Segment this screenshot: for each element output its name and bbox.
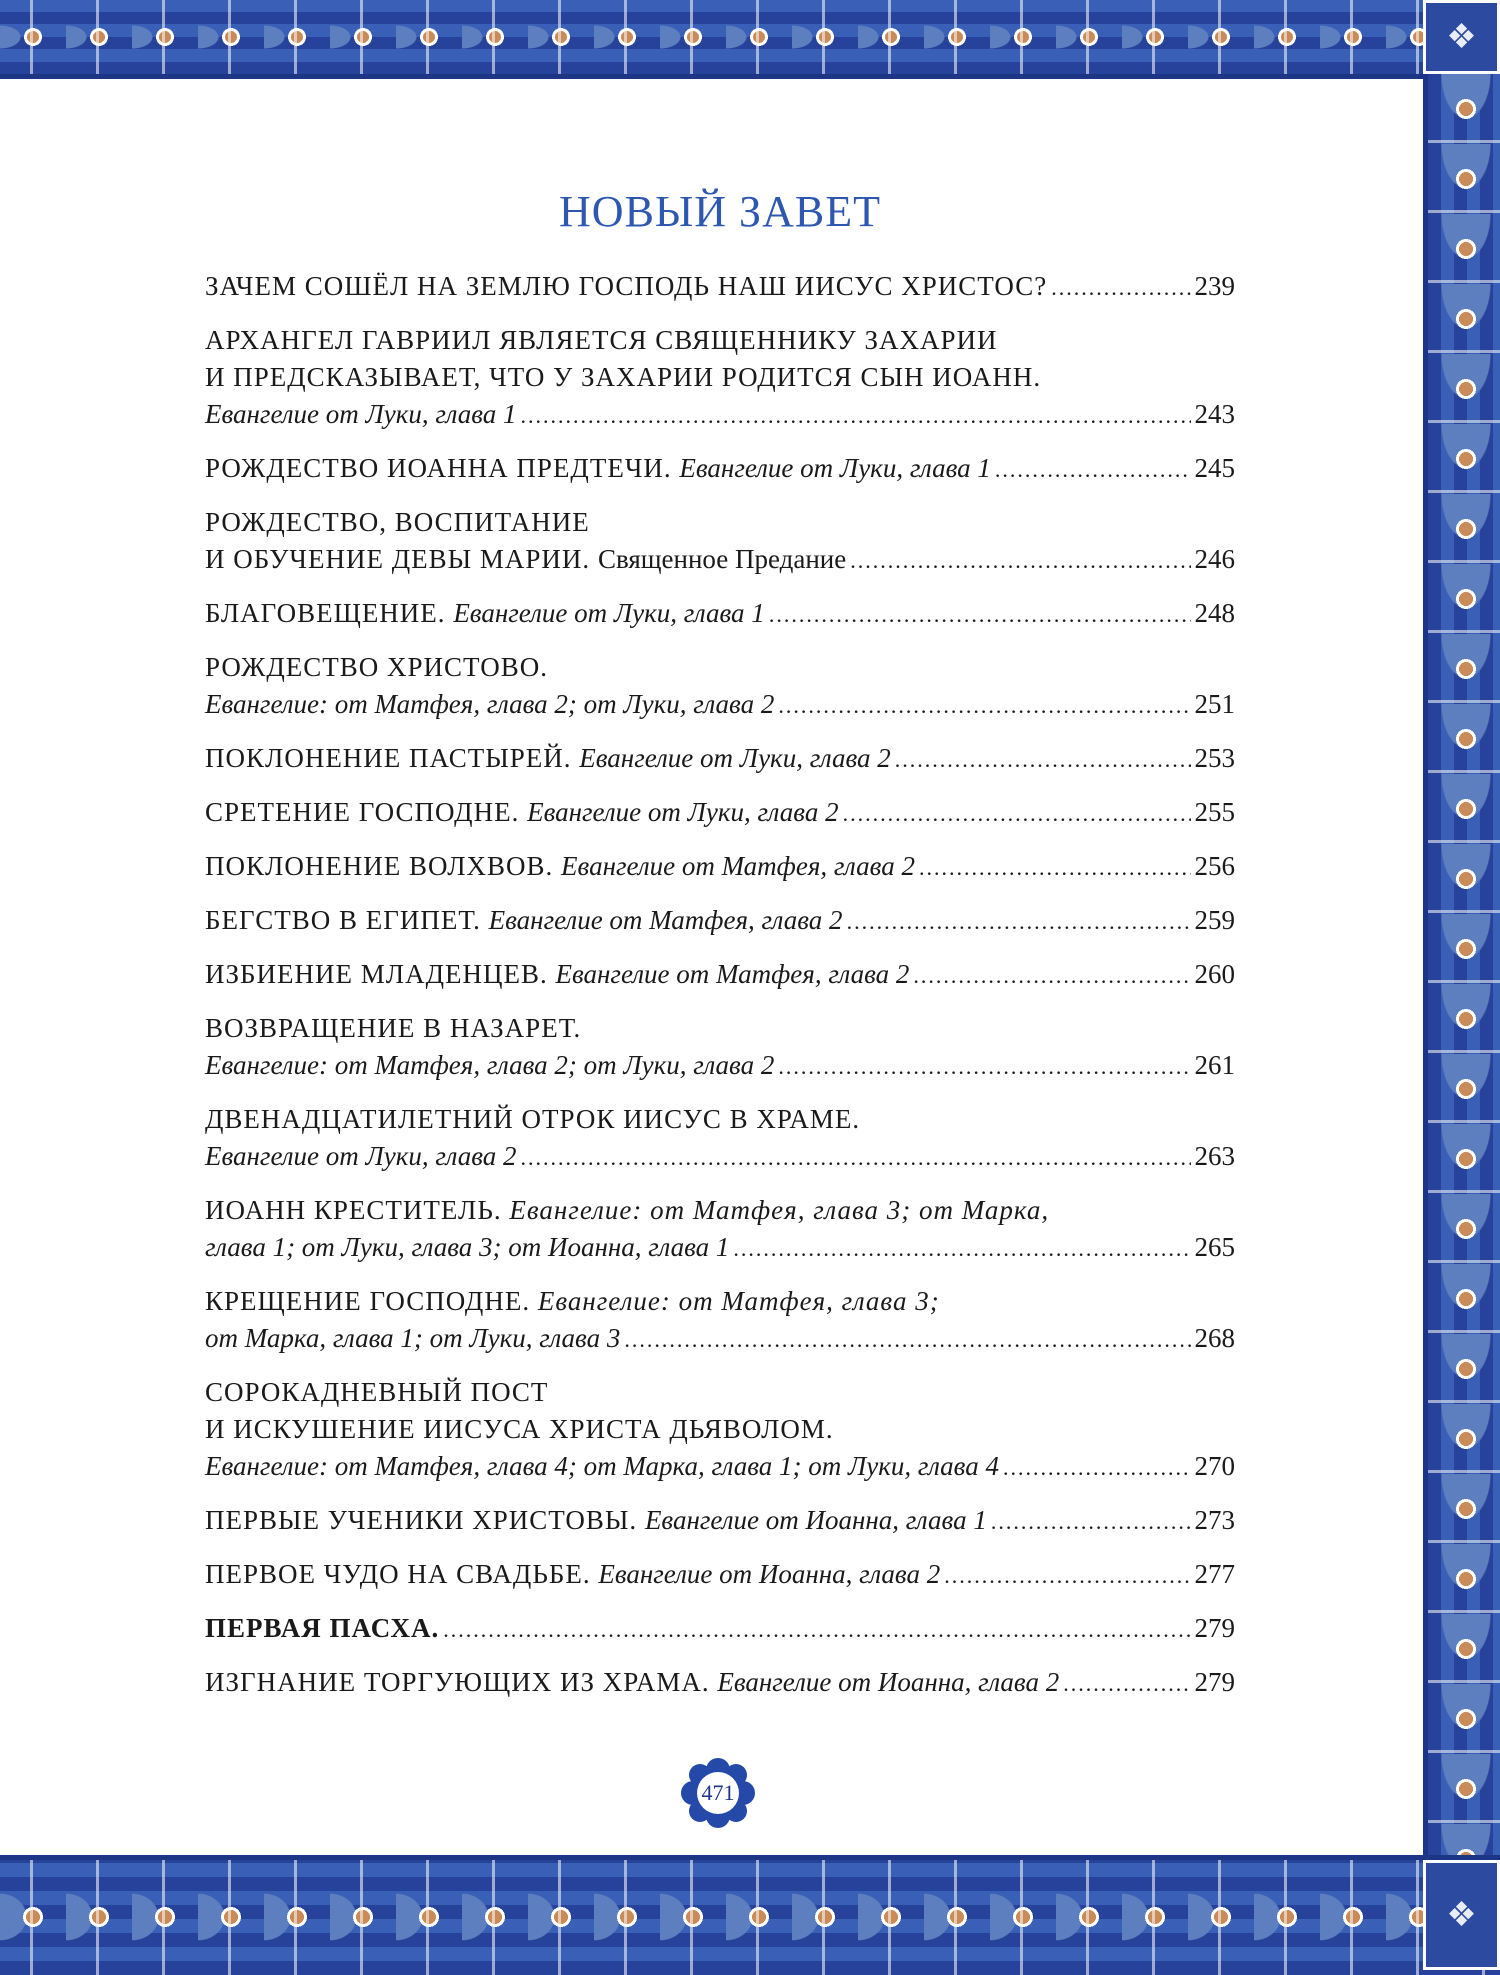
toc-entry[interactable] bbox=[205, 595, 1235, 633]
entry-last-line bbox=[205, 1610, 1235, 1648]
entry-title: КРЕЩЕНИЕ ГОСПОДНЕ. bbox=[205, 1286, 538, 1316]
leader-dots bbox=[624, 1321, 1190, 1358]
entry-text bbox=[205, 450, 991, 487]
entry-title-line: И ПРЕДСКАЗЫВАЕТ, ЧТО У ЗАХАРИИ РОДИТСЯ СЫН ИОАНН. bbox=[205, 362, 1042, 392]
entry-title-line: И ИСКУШЕНИЕ ИИСУСА ХРИСТА ДЬЯВОЛОМ. bbox=[205, 1414, 834, 1444]
entry-last-line bbox=[205, 450, 1235, 488]
entry-source: Евангелие: от Матфея, глава 2; от Луки, глава 2 bbox=[205, 689, 775, 719]
entry-text bbox=[205, 794, 839, 831]
entry-page-number: 270 bbox=[1194, 1451, 1235, 1481]
entry-page-number: 255 bbox=[1194, 797, 1235, 827]
entry-page-number: 260 bbox=[1194, 959, 1235, 989]
entry-last-line bbox=[205, 902, 1235, 940]
entry-page-number: 251 bbox=[1194, 689, 1235, 719]
toc-entry[interactable] bbox=[205, 848, 1235, 886]
leader-dots bbox=[1003, 1449, 1191, 1486]
entry-source: Евангелие от Иоанна, глава 2 bbox=[598, 1559, 941, 1589]
toc-entry[interactable] bbox=[205, 322, 1235, 434]
entry-last-line bbox=[205, 268, 1235, 306]
entry-last-line bbox=[205, 740, 1235, 778]
entry-title: БЕГСТВО В ЕГИПЕТ. bbox=[205, 905, 489, 935]
entry-text bbox=[205, 848, 915, 885]
entry-source: Священное Предание bbox=[597, 544, 847, 574]
entry-title: ПЕРВАЯ ПАСХА. bbox=[205, 1613, 440, 1643]
leader-dots bbox=[1063, 1665, 1190, 1702]
entry-source: Евангелие от Луки, глава 2 bbox=[205, 1141, 517, 1171]
leader-dots bbox=[778, 687, 1190, 724]
leader-dots bbox=[944, 1557, 1190, 1594]
page-number: 471 bbox=[701, 1780, 735, 1805]
toc-entry[interactable] bbox=[205, 504, 1235, 579]
entry-source: от Марка, глава 1; от Луки, глава 3 bbox=[205, 1323, 621, 1353]
entry-text bbox=[205, 1556, 940, 1593]
entry-last-line bbox=[205, 1664, 1235, 1702]
entry-page-number: 261 bbox=[1194, 1050, 1235, 1080]
entry-title-line: ВОЗВРАЩЕНИЕ В НАЗАРЕТ. bbox=[205, 1013, 582, 1043]
entry-last-line bbox=[205, 1320, 1235, 1358]
leader-dots bbox=[995, 451, 1191, 488]
entry-page-number: 268 bbox=[1194, 1323, 1235, 1353]
entry-title-line: РОЖДЕСТВО, ВОСПИТАНИЕ bbox=[205, 507, 590, 537]
entry-last-line bbox=[205, 541, 1235, 579]
entry-text bbox=[205, 1448, 999, 1485]
corner-ornament-top-right bbox=[1423, 0, 1500, 74]
entry-title: ЗАЧЕМ СОШЁЛ НА ЗЕМЛЮ ГОСПОДЬ НАШ ИИСУС ХРИСТОС? bbox=[205, 271, 1048, 301]
entry-page-number: 265 bbox=[1194, 1232, 1235, 1262]
entry-page-number: 239 bbox=[1194, 271, 1235, 301]
leader-dots bbox=[443, 1611, 1190, 1648]
toc-entry[interactable] bbox=[205, 794, 1235, 832]
entry-source: Евангелие от Луки, глава 1 bbox=[679, 453, 991, 483]
entry-text bbox=[205, 1320, 620, 1357]
ornamental-border-top bbox=[0, 0, 1500, 79]
entry-page-number: 273 bbox=[1194, 1505, 1235, 1535]
ornamental-border-right bbox=[1423, 74, 1500, 1855]
entry-text bbox=[205, 1138, 517, 1175]
toc-entry[interactable] bbox=[205, 956, 1235, 994]
toc-entry[interactable] bbox=[205, 902, 1235, 940]
entry-title-line: СОРОКАДНЕВНЫЙ ПОСТ bbox=[205, 1377, 549, 1407]
entry-text bbox=[205, 268, 1047, 305]
entry-text bbox=[205, 1502, 987, 1539]
entry-source: Евангелие от Иоанна, глава 1 bbox=[644, 1505, 987, 1535]
leader-dots bbox=[778, 1048, 1190, 1085]
leader-dots bbox=[521, 1139, 1191, 1176]
leader-dots bbox=[895, 741, 1191, 778]
entry-source: Евангелие от Луки, глава 1 bbox=[205, 399, 517, 429]
leader-dots bbox=[843, 795, 1191, 832]
entry-page-number: 259 bbox=[1194, 905, 1235, 935]
toc-entry[interactable] bbox=[205, 1192, 1235, 1267]
entry-page-number: 256 bbox=[1194, 851, 1235, 881]
entry-last-line bbox=[205, 1047, 1235, 1085]
entry-last-line bbox=[205, 686, 1235, 724]
entry-source: Евангелие от Луки, глава 2 bbox=[527, 797, 839, 827]
entry-page-number: 279 bbox=[1194, 1613, 1235, 1643]
entry-source: Евангелие от Луки, глава 1 bbox=[453, 598, 765, 628]
entry-text bbox=[205, 956, 909, 993]
entry-last-line bbox=[205, 956, 1235, 994]
table-of-contents bbox=[205, 268, 1235, 1718]
entry-title-line bbox=[205, 1283, 1235, 1320]
entry-page-number: 277 bbox=[1194, 1559, 1235, 1589]
leader-dots bbox=[1051, 269, 1190, 306]
page-title: НОВЫЙ ЗАВЕТ bbox=[559, 187, 881, 236]
entry-source: Евангелие от Луки, глава 2 bbox=[579, 743, 891, 773]
leader-dots bbox=[991, 1503, 1191, 1540]
toc-entry[interactable] bbox=[205, 649, 1235, 724]
entry-source: Евангелие от Матфея, глава 2 bbox=[488, 905, 843, 935]
entry-title: ИОАНН КРЕСТИТЕЛЬ. bbox=[205, 1195, 510, 1225]
toc-entry[interactable] bbox=[205, 740, 1235, 778]
entry-text bbox=[205, 740, 891, 777]
toc-entry[interactable] bbox=[205, 1374, 1235, 1486]
toc-entry[interactable] bbox=[205, 268, 1235, 306]
entry-source: Евангелие: от Матфея, глава 2; от Луки, глава 2 bbox=[205, 1050, 775, 1080]
toc-entry[interactable] bbox=[205, 1610, 1235, 1648]
entry-title: РОЖДЕСТВО ИОАННА ПРЕДТЕЧИ. bbox=[205, 453, 680, 483]
entry-page-number: 245 bbox=[1194, 453, 1235, 483]
leader-dots bbox=[521, 397, 1191, 434]
entry-text bbox=[205, 595, 765, 632]
ornament-icon: ❖ bbox=[1446, 1897, 1477, 1934]
leader-dots bbox=[769, 596, 1191, 633]
entry-last-line bbox=[205, 848, 1235, 886]
entry-source: Евангелие от Матфея, глава 2 bbox=[555, 959, 910, 989]
entry-text bbox=[205, 1664, 1059, 1701]
entry-text bbox=[205, 1610, 439, 1647]
leader-dots bbox=[913, 957, 1190, 994]
entry-source: Евангелие от Иоанна, глава 2 bbox=[717, 1667, 1060, 1697]
entry-title: СРЕТЕНИЕ ГОСПОДНЕ. bbox=[205, 797, 528, 827]
entry-title: ПОКЛОНЕНИЕ ВОЛХВОВ. bbox=[205, 851, 562, 881]
entry-title-line bbox=[205, 1192, 1235, 1229]
entry-last-line bbox=[205, 396, 1235, 434]
entry-source: Евангелие: от Матфея, глава 3; bbox=[537, 1286, 940, 1316]
entry-title: ИЗБИЕНИЕ МЛАДЕНЦЕВ. bbox=[205, 959, 556, 989]
entry-title-line: АРХАНГЕЛ ГАВРИИЛ ЯВЛЯЕТСЯ СВЯЩЕННИКУ ЗАХАРИИ bbox=[205, 325, 998, 355]
leader-dots bbox=[847, 903, 1191, 940]
toc-entry[interactable] bbox=[205, 1502, 1235, 1540]
ornament-icon: ❖ bbox=[1446, 19, 1477, 56]
page-number-badge bbox=[680, 1758, 756, 1828]
entry-title: ИЗГНАНИЕ ТОРГУЮЩИХ ИЗ ХРАМА. bbox=[205, 1667, 718, 1697]
entry-title: ПОКЛОНЕНИЕ ПАСТЫРЕЙ. bbox=[205, 743, 580, 773]
entry-source: глава 1; от Луки, глава 3; от Иоанна, глава 1 bbox=[205, 1232, 730, 1262]
entry-title: И ОБУЧЕНИЕ ДЕВЫ МАРИИ. bbox=[205, 544, 598, 574]
leader-dots bbox=[850, 542, 1190, 579]
entry-text bbox=[205, 541, 846, 578]
entry-title-line: РОЖДЕСТВО ХРИСТОВО. bbox=[205, 652, 548, 682]
toc-entry[interactable] bbox=[205, 1010, 1235, 1085]
entry-title: ПЕРВОЕ ЧУДО НА СВАДЬБЕ. bbox=[205, 1559, 599, 1589]
toc-entry[interactable] bbox=[205, 450, 1235, 488]
toc-entry[interactable] bbox=[205, 1283, 1235, 1358]
entry-source: Евангелие: от Матфея, глава 3; от Марка, bbox=[509, 1195, 1050, 1225]
entry-last-line bbox=[205, 1448, 1235, 1486]
entry-title: БЛАГОВЕЩЕНИЕ. bbox=[205, 598, 454, 628]
leader-dots bbox=[733, 1230, 1190, 1267]
entry-page-number: 248 bbox=[1194, 598, 1235, 628]
toc-entry[interactable] bbox=[205, 1664, 1235, 1702]
toc-entry[interactable] bbox=[205, 1101, 1235, 1176]
entry-text bbox=[205, 1047, 774, 1084]
entry-page-number: 243 bbox=[1194, 399, 1235, 429]
entry-source: Евангелие от Матфея, глава 2 bbox=[561, 851, 915, 881]
entry-page-number: 263 bbox=[1194, 1141, 1235, 1171]
entry-text bbox=[205, 902, 843, 939]
entry-text bbox=[205, 686, 774, 723]
entry-last-line bbox=[205, 1502, 1235, 1540]
entry-last-line bbox=[205, 1138, 1235, 1176]
corner-ornament-bottom-right bbox=[1423, 1860, 1500, 1970]
entry-page-number: 253 bbox=[1194, 743, 1235, 773]
leader-dots bbox=[919, 849, 1191, 886]
entry-page-number: 279 bbox=[1194, 1667, 1235, 1697]
entry-text bbox=[205, 396, 517, 433]
entry-last-line bbox=[205, 595, 1235, 633]
toc-entry[interactable] bbox=[205, 1556, 1235, 1594]
entry-title: ПЕРВЫЕ УЧЕНИКИ ХРИСТОВЫ. bbox=[205, 1505, 645, 1535]
entry-title-line: ДВЕНАДЦАТИЛЕТНИЙ ОТРОК ИИСУС В ХРАМЕ. bbox=[205, 1104, 861, 1134]
entry-last-line bbox=[205, 1556, 1235, 1594]
entry-last-line bbox=[205, 794, 1235, 832]
entry-text bbox=[205, 1229, 729, 1266]
entry-last-line bbox=[205, 1229, 1235, 1267]
entry-source: Евангелие: от Матфея, глава 4; от Марка, глава 1; от Луки, глава 4 bbox=[205, 1451, 999, 1481]
ornamental-border-bottom bbox=[0, 1855, 1500, 1975]
entry-page-number: 246 bbox=[1194, 544, 1235, 574]
